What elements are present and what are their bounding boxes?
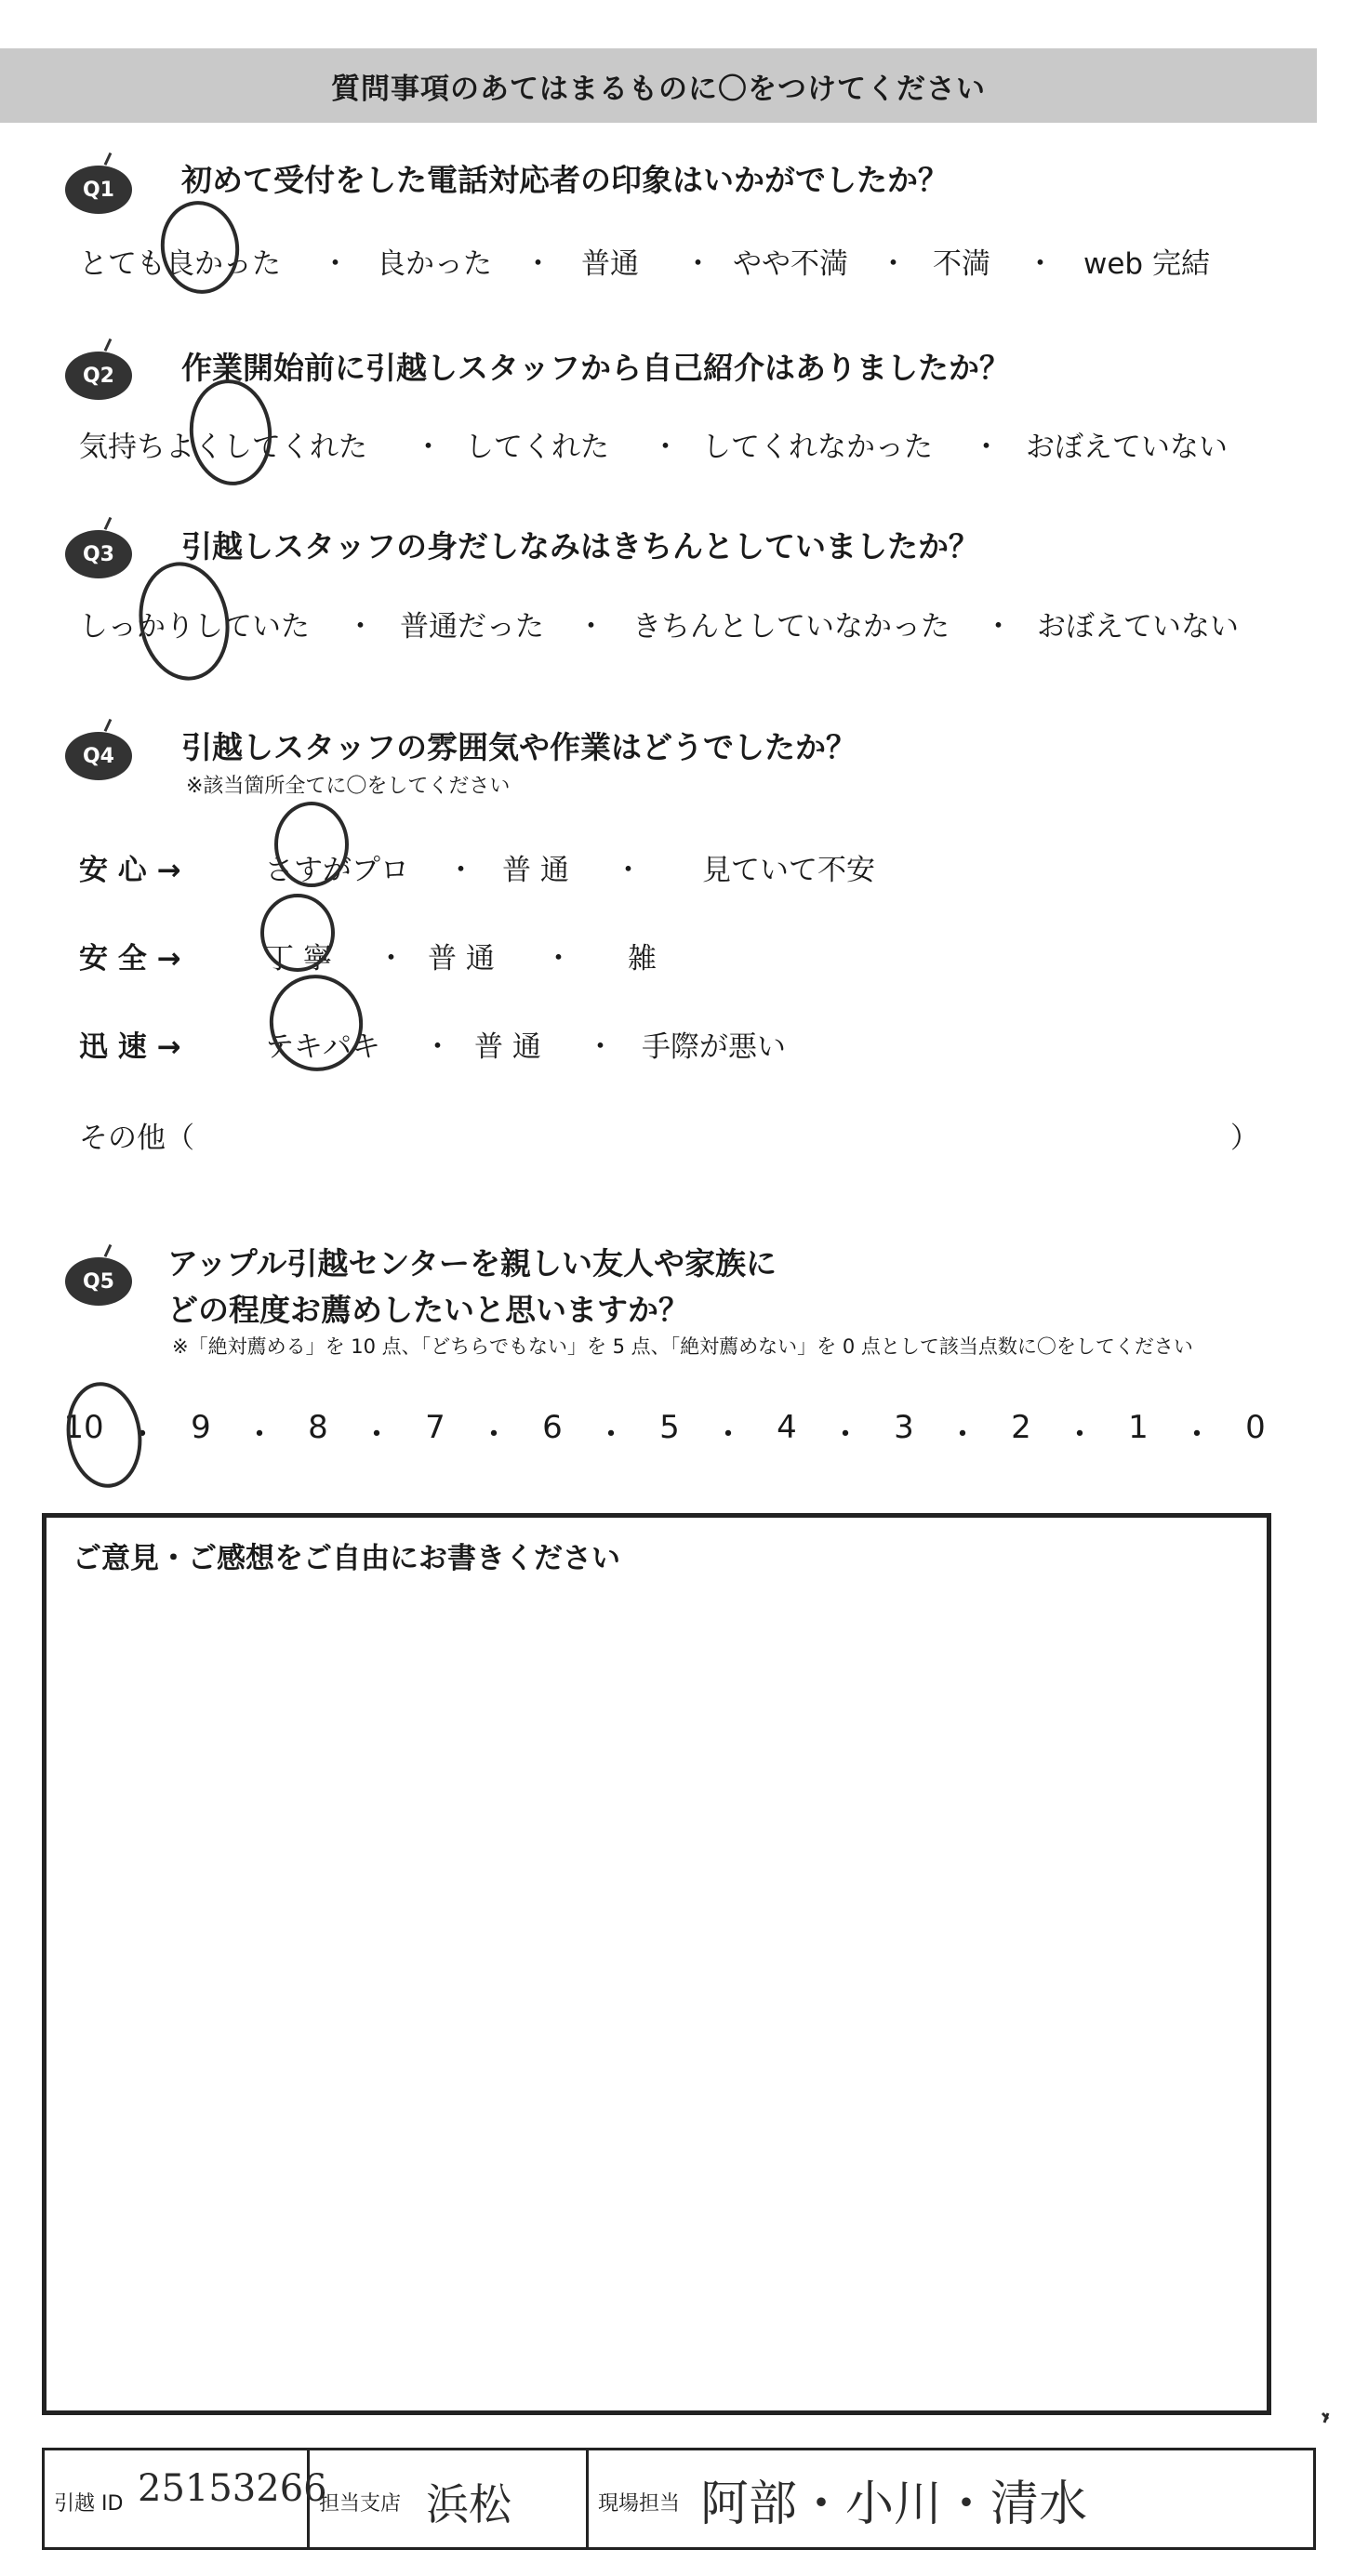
q4-security-option-anxious[interactable]: 見ていて不安: [702, 854, 875, 887]
separator: ・: [524, 247, 552, 281]
separator: ・: [1026, 247, 1055, 281]
separator: ・: [586, 1030, 615, 1064]
separator: ・: [446, 854, 475, 887]
separator: ・: [478, 1416, 510, 1454]
separator: ・: [684, 247, 712, 281]
footer-info: [42, 2448, 1316, 2550]
separator: ・: [377, 942, 405, 976]
q1-option-normal[interactable]: 普通: [581, 247, 639, 281]
survey-title: 質問事項のあてはまるものに〇をつけてください: [331, 72, 986, 106]
q4-row-speed-label: 迅 速 →: [79, 1030, 181, 1064]
q5-score-5[interactable]: 5: [659, 1409, 680, 1446]
separator: ・: [126, 1416, 158, 1454]
separator: ・: [346, 610, 375, 644]
separator: ・: [614, 854, 643, 887]
q5-note: ※「絶対薦める」を 10 点、「どちらでもない」を 5 点、「絶対薦めない」を 0 点として該当点数に〇をしてください: [172, 1335, 1193, 1358]
q2-option-dont-remember[interactable]: おぼえていない: [1026, 431, 1228, 464]
branch-cell: [310, 2450, 589, 2547]
q2-option-willingly[interactable]: 気持ちよくしてくれた: [79, 431, 367, 464]
q4-row-security-label: 安 心 →: [79, 854, 181, 887]
separator: ・: [1181, 1416, 1213, 1454]
q5-question-line2: どの程度お薦めしたいと思いますか？: [167, 1292, 689, 1328]
q1-badge: Q1: [65, 166, 132, 214]
q5-badge: Q5: [65, 1257, 132, 1306]
separator: ・: [414, 431, 443, 464]
q1-option-web-complete[interactable]: web 完結: [1083, 247, 1210, 281]
q4-security-option-normal[interactable]: 普 通: [502, 854, 569, 887]
move-id-cell: [45, 2450, 327, 2547]
move-id-value: 25153266: [138, 2467, 327, 2510]
q2-badge: Q2: [65, 352, 132, 400]
q4-badge: Q4: [65, 732, 132, 780]
q4-note: ※該当箇所全てに〇をしてください: [186, 775, 511, 798]
pen-tick: [1322, 2413, 1328, 2423]
q2-option-did-not[interactable]: してくれなかった: [702, 431, 933, 464]
q5-score-9[interactable]: 9: [191, 1409, 211, 1446]
separator: ・: [544, 942, 573, 976]
q4-safety-option-normal[interactable]: 普 通: [428, 942, 495, 976]
q1-question: 初めて受付をした電話対応者の印象はいかがでしたか？: [181, 162, 949, 198]
staff-label: 現場担当: [598, 2492, 681, 2516]
q3-option-dont-remember[interactable]: おぼえていない: [1037, 610, 1239, 644]
comment-title: ご意見・ご感想をご自由にお書きください: [73, 1542, 620, 1575]
separator: ・: [361, 1416, 392, 1454]
q5-score-8[interactable]: 8: [308, 1409, 328, 1446]
separator: ・: [244, 1416, 275, 1454]
q4-question: 引越しスタッフの雰囲気や作業はどうでしたか？: [181, 729, 857, 765]
separator: ・: [712, 1416, 744, 1454]
staff-value: 阿部・小川・清水: [700, 2476, 1088, 2532]
separator: ・: [879, 247, 908, 281]
q1-option-very-good[interactable]: とても良かった: [79, 247, 281, 281]
q5-score-3[interactable]: 3: [894, 1409, 914, 1446]
q3-option-neat[interactable]: しっかりしていた: [79, 610, 310, 644]
q5-score-0[interactable]: 0: [1245, 1409, 1266, 1446]
separator: ・: [972, 431, 1001, 464]
q3-question: 引越しスタッフの身だしなみはきちんとしていましたか？: [181, 528, 979, 564]
staff-cell: [589, 2450, 1313, 2547]
q5-score-1[interactable]: 1: [1128, 1409, 1149, 1446]
separator: ・: [321, 247, 350, 281]
q4-row-safety-label: 安 全 →: [79, 942, 181, 976]
q3-badge: Q3: [65, 530, 132, 578]
q4-speed-option-quick[interactable]: テキパキ: [265, 1030, 380, 1064]
q4-safety-option-rough[interactable]: 雑: [628, 942, 657, 976]
q5-score-2[interactable]: 2: [1011, 1409, 1031, 1446]
q1-option-good[interactable]: 良かった: [377, 247, 492, 281]
q4-other-label: その他（: [79, 1122, 194, 1155]
separator: ・: [651, 431, 680, 464]
q4-other-close: ）: [1230, 1122, 1259, 1155]
q5-score-scale: [63, 1409, 1266, 1455]
survey-header: [0, 48, 1317, 123]
q1-option-unsatisfied[interactable]: 不満: [933, 247, 990, 281]
separator: ・: [947, 1416, 978, 1454]
q4-speed-option-normal[interactable]: 普 通: [474, 1030, 541, 1064]
separator: ・: [577, 610, 605, 644]
q5-score-6[interactable]: 6: [542, 1409, 563, 1446]
q3-option-normal[interactable]: 普通だった: [400, 610, 544, 644]
branch-label: 担当支店: [319, 2492, 402, 2516]
q5-score-10[interactable]: 10: [63, 1409, 104, 1446]
q5-score-7[interactable]: 7: [425, 1409, 445, 1446]
move-id-label: 引越 ID: [54, 2492, 124, 2516]
separator: ・: [830, 1416, 861, 1454]
separator: ・: [423, 1030, 452, 1064]
q2-question: 作業開始前に引越しスタッフから自己紹介はありましたか？: [181, 350, 1010, 386]
q4-safety-option-careful[interactable]: 丁 寧: [265, 942, 332, 976]
q4-security-option-pro[interactable]: さすがプロ: [265, 854, 409, 887]
comment-box[interactable]: [42, 1513, 1271, 2415]
q5-score-4[interactable]: 4: [777, 1409, 797, 1446]
q4-speed-option-clumsy[interactable]: 手際が悪い: [642, 1030, 786, 1064]
separator: ・: [984, 610, 1013, 644]
branch-value: 浜松: [426, 2479, 511, 2530]
q2-option-did[interactable]: してくれた: [465, 431, 609, 464]
separator: ・: [595, 1416, 627, 1454]
separator: ・: [1064, 1416, 1096, 1454]
q5-question-line1: アップル引越センターを親しい友人や家族に: [167, 1245, 777, 1281]
q1-option-slightly-unsatisfied[interactable]: やや不満: [733, 247, 848, 281]
q3-option-not-neat[interactable]: きちんとしていなかった: [632, 610, 950, 644]
